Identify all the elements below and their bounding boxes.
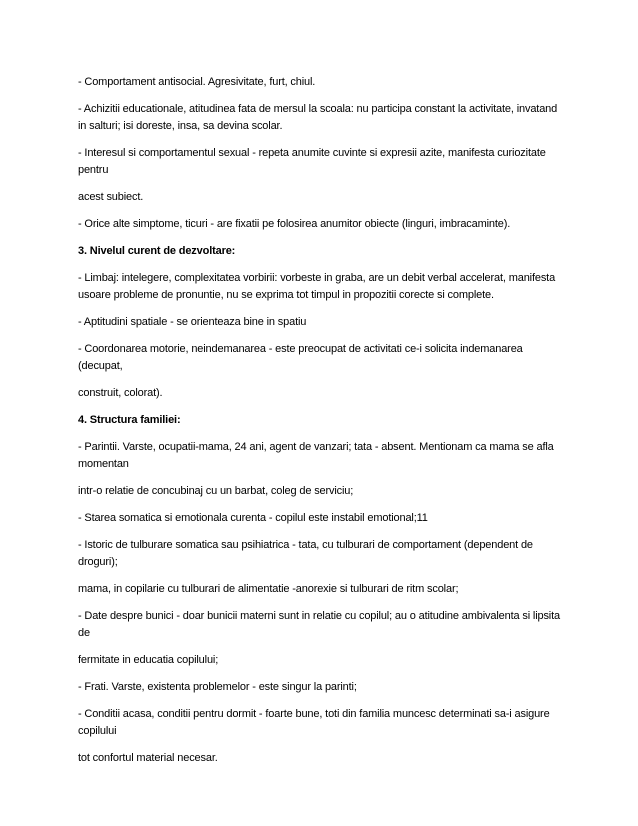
paragraph-sexual-interest-continued: acest subiect. xyxy=(78,191,144,203)
paragraph-antisocial-behavior: - Comportament antisocial. Agresivitate, furt, chiul. xyxy=(78,76,316,88)
paragraph-parents-continued: intr-o relatie de concubinaj cu un barbat, coleg de serviciu; xyxy=(78,485,354,497)
paragraph-medical-history-continued: mama, in copilarie cu tulburari de alimentatie -anorexie si tulburari de ritm scolar; xyxy=(78,583,459,595)
paragraph-somatic-emotional-state: - Starea somatica si emotionala curenta - copilul este instabil emotional;11 xyxy=(78,512,428,524)
paragraph-other-symptoms: - Orice alte simptome, ticuri - are fixatii pe folosirea anumitor obiecte (linguri, imbracaminte). xyxy=(78,218,511,230)
paragraph-home-conditions: - Conditii acasa, conditii pentru dormit - foarte bune, toti din familia muncesc determinati sa-i asigure copilului xyxy=(78,708,550,737)
section-heading-development-level: 3. Nivelul curent de dezvoltare: xyxy=(78,245,236,257)
paragraph-motor-coordination: - Coordonarea motorie, neindemanarea - este preocupat de activitati ce-i solicita indemanarea (decupat, xyxy=(78,343,523,372)
paragraph-grandparents-continued: fermitate in educatia copilului; xyxy=(78,654,219,666)
paragraph-spatial-skills: - Aptitudini spatiale - se orienteaza bine in spatiu xyxy=(78,316,307,328)
paragraph-grandparents: - Date despre bunici - doar bunicii materni sunt in relatie cu copilul; au o atitudine ambivalenta si lipsita de xyxy=(78,610,560,639)
paragraph-sexual-interest: - Interesul si comportamentul sexual - repeta anumite cuvinte si expresii azite, manifesta curiozitate pentru xyxy=(78,147,546,176)
paragraph-siblings: - Frati. Varste, existenta problemelor - este singur la parinti; xyxy=(78,681,357,693)
paragraph-motor-coordination-continued: construit, colorat). xyxy=(78,387,163,399)
document-page xyxy=(78,74,568,777)
paragraph-language: - Limbaj: intelegere, complexitatea vorbirii: vorbeste in graba, are un debit verbal accelerat, manifesta usoare probleme de pronuntie, nu se exprima tot timpul in propozitii corecte si complete. xyxy=(78,272,556,301)
paragraph-parents: - Parintii. Varste, ocupatii-mama, 24 ani, agent de vanzari; tata - absent. Mentionam ca mama se afla momentan xyxy=(78,441,554,470)
paragraph-educational-achievements: - Achizitii educationale, atitudinea fata de mersul la scoala: nu participa constant la activitate, invatand in salturi; isi doreste, insa, sa devina scolar. xyxy=(78,103,558,132)
section-heading-family-structure: 4. Structura familiei: xyxy=(78,414,181,426)
paragraph-medical-history: - Istoric de tulburare somatica sau psihiatrica - tata, cu tulburari de comportament (dependent de droguri); xyxy=(78,539,533,568)
paragraph-home-conditions-continued: tot confortul material necesar. xyxy=(78,752,218,764)
